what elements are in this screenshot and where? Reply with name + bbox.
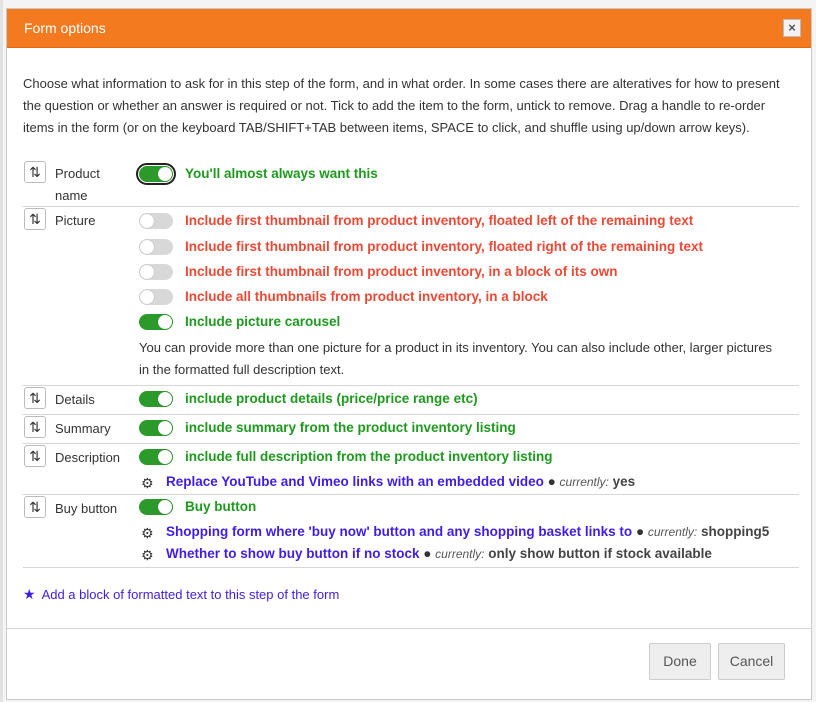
- row-summary: [23, 415, 799, 444]
- drag-handle-icon[interactable]: ⇅: [24, 496, 46, 518]
- option-label: Buy button: [185, 499, 257, 514]
- currently-label: currently:: [647, 525, 698, 539]
- toggle-switch[interactable]: [139, 391, 173, 407]
- toggle-switch[interactable]: [139, 289, 173, 305]
- row-label-buy-button: Buy button: [55, 501, 118, 516]
- setting-link-embed-video[interactable]: Replace YouTube and Vimeo links with an embedded video: [166, 474, 544, 489]
- background-edge: [0, 0, 3, 702]
- gear-icon: ⚙: [141, 547, 154, 563]
- gear-icon: ⚙: [141, 525, 154, 541]
- cancel-button[interactable]: Cancel: [718, 643, 785, 680]
- option-label: include summary from the product inventory listing: [185, 420, 516, 435]
- option-label: include product details (price/price range etc): [185, 391, 478, 406]
- setting-link-shopping-form[interactable]: Shopping form where 'buy now' button and any shopping basket links to: [166, 524, 633, 539]
- row-label-description: Description: [55, 450, 121, 465]
- star-icon: ★: [23, 586, 36, 602]
- currently-label: currently:: [435, 547, 485, 561]
- option-label: Include picture carousel: [185, 314, 341, 329]
- option-label: Include first thumbnail from product inventory, floated right of the remaining text: [185, 239, 704, 254]
- toggle-switch[interactable]: [139, 264, 173, 280]
- row-product-name: [23, 160, 799, 207]
- toggle-switch[interactable]: [139, 239, 173, 255]
- bullet-icon: ●: [423, 546, 432, 561]
- footer-divider: [7, 628, 811, 629]
- option-label: Include first thumbnail from product inventory, floated left of the remaining text: [185, 213, 694, 228]
- row-label-details: Details: [55, 392, 95, 407]
- add-text-block-link[interactable]: [23, 583, 339, 606]
- row-buy-button: [23, 495, 799, 568]
- setting-value: yes: [612, 474, 636, 489]
- drag-handle-icon[interactable]: ⇅: [24, 208, 46, 230]
- row-label-picture: Picture: [55, 213, 96, 228]
- row-details: [23, 386, 799, 415]
- done-button[interactable]: Done: [649, 643, 711, 680]
- toggle-switch[interactable]: [139, 213, 173, 229]
- setting-value: only show button if stock available: [488, 546, 712, 561]
- toggle-switch[interactable]: [139, 499, 173, 515]
- currently-label: currently:: [559, 475, 609, 489]
- add-text-block-label: Add a block of formatted text to this step of the form: [41, 587, 340, 602]
- close-icon[interactable]: ×: [783, 19, 801, 37]
- drag-handle-icon[interactable]: ⇅: [24, 387, 46, 409]
- gear-icon: ⚙: [141, 475, 154, 491]
- option-label: Include all thumbnails from product inventory, in a block: [185, 289, 548, 304]
- row-picture: [23, 207, 799, 386]
- bullet-icon: ●: [547, 474, 556, 489]
- dialog-title: Form options: [24, 20, 106, 36]
- dialog-titlebar: [7, 9, 811, 48]
- toggle-switch[interactable]: [139, 420, 173, 436]
- option-label: You'll almost always want this: [185, 166, 378, 181]
- drag-handle-icon[interactable]: ⇅: [24, 161, 46, 183]
- setting-value: shopping5: [701, 524, 770, 539]
- toggle-switch[interactable]: [139, 314, 173, 330]
- option-label: Include first thumbnail from product inventory, in a block of its own: [185, 264, 618, 279]
- drag-handle-icon[interactable]: ⇅: [24, 416, 46, 438]
- row-label-summary: Summary: [55, 421, 111, 436]
- intro-text: Choose what information to ask for in this step of the form, and in what order. In some cases there are alteratives for how to present the question or whether an answer is required or not. Tick to add the item to the form, untick to remove. Drag a handle to re-order items in the form (or on the keyboard TAB/SHIFT+TAB between items, SPACE to click, and shuffle using up/down arrow keys).: [23, 76, 780, 135]
- row-label-product-name: Product name: [55, 166, 100, 203]
- bullet-icon: ●: [635, 524, 645, 539]
- toggle-switch[interactable]: [139, 166, 173, 182]
- drag-handle-icon[interactable]: ⇅: [24, 445, 46, 467]
- setting-link-no-stock[interactable]: Whether to show buy button if no stock: [166, 546, 420, 561]
- option-label: include full description from the product inventory listing: [185, 449, 553, 464]
- toggle-switch[interactable]: [139, 449, 173, 465]
- row-description: [23, 444, 799, 495]
- picture-note: You can provide more than one picture for a product in its inventory. You can also include other, larger pictures in the formatted full description text.: [139, 340, 773, 377]
- form-options-dialog: [6, 8, 812, 700]
